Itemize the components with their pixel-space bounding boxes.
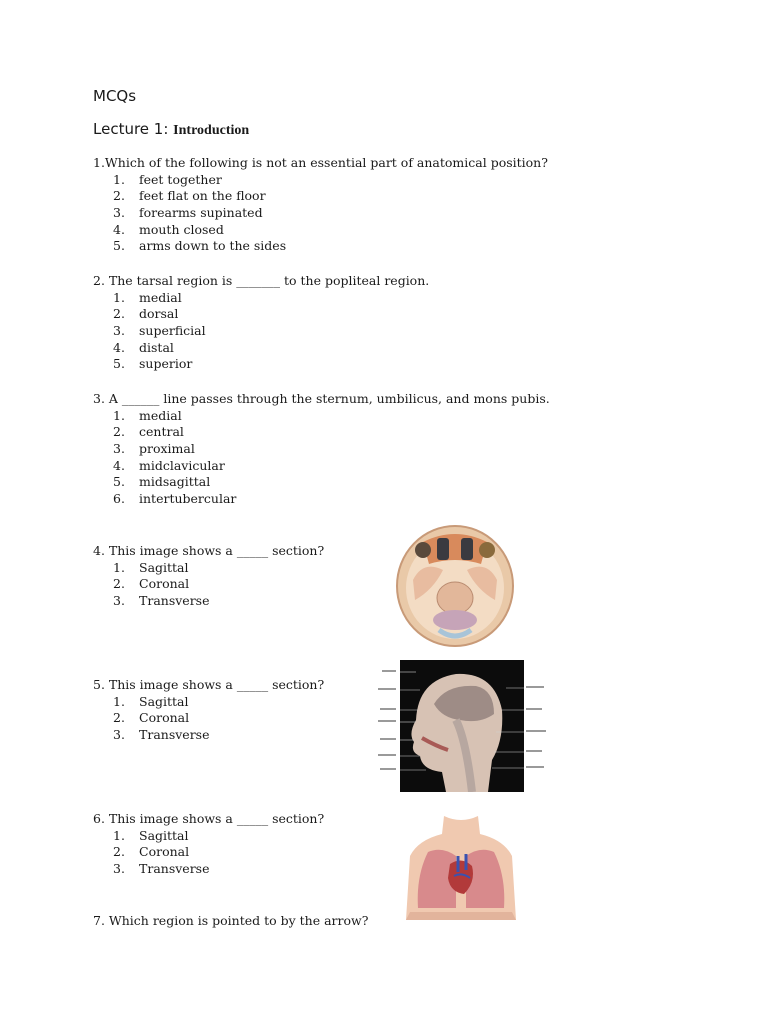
answer-option: 2. feet flat on the floor <box>113 188 266 204</box>
question-6 <box>93 811 324 878</box>
answer-option: 6. intertubercular <box>113 491 237 507</box>
answer-option: 4. mouth closed <box>113 221 224 237</box>
answer-option: 1. Sagittal <box>113 559 189 575</box>
answer-option: 4. distal <box>113 339 174 355</box>
answer-option: 1. Sagittal <box>113 827 189 843</box>
question-prompt: 4. This image shows a _____ section? <box>93 543 325 558</box>
question-2 <box>93 273 429 373</box>
answer-list <box>93 408 550 508</box>
coronal-thorax-section-image <box>400 816 522 926</box>
answer-option: 3. Transverse <box>113 727 210 743</box>
answer-list <box>93 828 324 878</box>
question-prompt: 7. Which region is pointed to by the arrow? <box>93 913 369 928</box>
answer-option: 1. medial <box>113 407 182 423</box>
document-heading: MCQs <box>93 87 137 105</box>
question-prompt: 3. A ______ line passes through the sternum, umbilicus, and mons pubis. <box>93 391 550 406</box>
answer-list <box>93 694 324 744</box>
question-7 <box>93 913 368 930</box>
question-5 <box>93 677 324 744</box>
answer-option: 2. Coronal <box>113 844 190 860</box>
answer-option: 3. superficial <box>113 323 206 339</box>
answer-option: 2. dorsal <box>113 306 179 322</box>
sagittal-head-section-image <box>376 660 548 792</box>
question-prompt: 5. This image shows a _____ section? <box>93 677 325 692</box>
question-1 <box>93 155 548 255</box>
answer-option: 3. proximal <box>113 441 195 457</box>
question-prompt: 1.Which of the following is not an essential part of anatomical position? <box>93 155 548 170</box>
answer-option: 2. central <box>113 424 184 440</box>
question-4 <box>93 543 324 610</box>
lecture-heading <box>93 120 249 139</box>
answer-option: 5. midsagittal <box>113 474 211 490</box>
answer-option: 2. Coronal <box>113 576 190 592</box>
transverse-head-section-image <box>393 520 517 648</box>
question-prompt: 2. The tarsal region is _______ to the popliteal region. <box>93 273 430 288</box>
answer-option: 3. Transverse <box>113 593 210 609</box>
answer-option: 1. medial <box>113 289 182 305</box>
answer-option: 4. midclavicular <box>113 457 225 473</box>
answer-option: 3. forearms supinated <box>113 205 263 221</box>
lecture-label: Lecture 1: <box>93 120 169 138</box>
lecture-title: Introduction <box>173 123 250 138</box>
answer-list <box>93 290 429 373</box>
answer-list <box>93 560 324 610</box>
answer-option: 5. superior <box>113 356 193 372</box>
answer-list <box>93 172 548 255</box>
answer-option: 3. Transverse <box>113 861 210 877</box>
answer-option: 1. feet together <box>113 171 222 187</box>
answer-option: 1. Sagittal <box>113 693 189 709</box>
answer-option: 2. Coronal <box>113 710 190 726</box>
question-3 <box>93 391 550 508</box>
question-prompt: 6. This image shows a _____ section? <box>93 811 325 826</box>
answer-option: 5. arms down to the sides <box>113 238 287 254</box>
